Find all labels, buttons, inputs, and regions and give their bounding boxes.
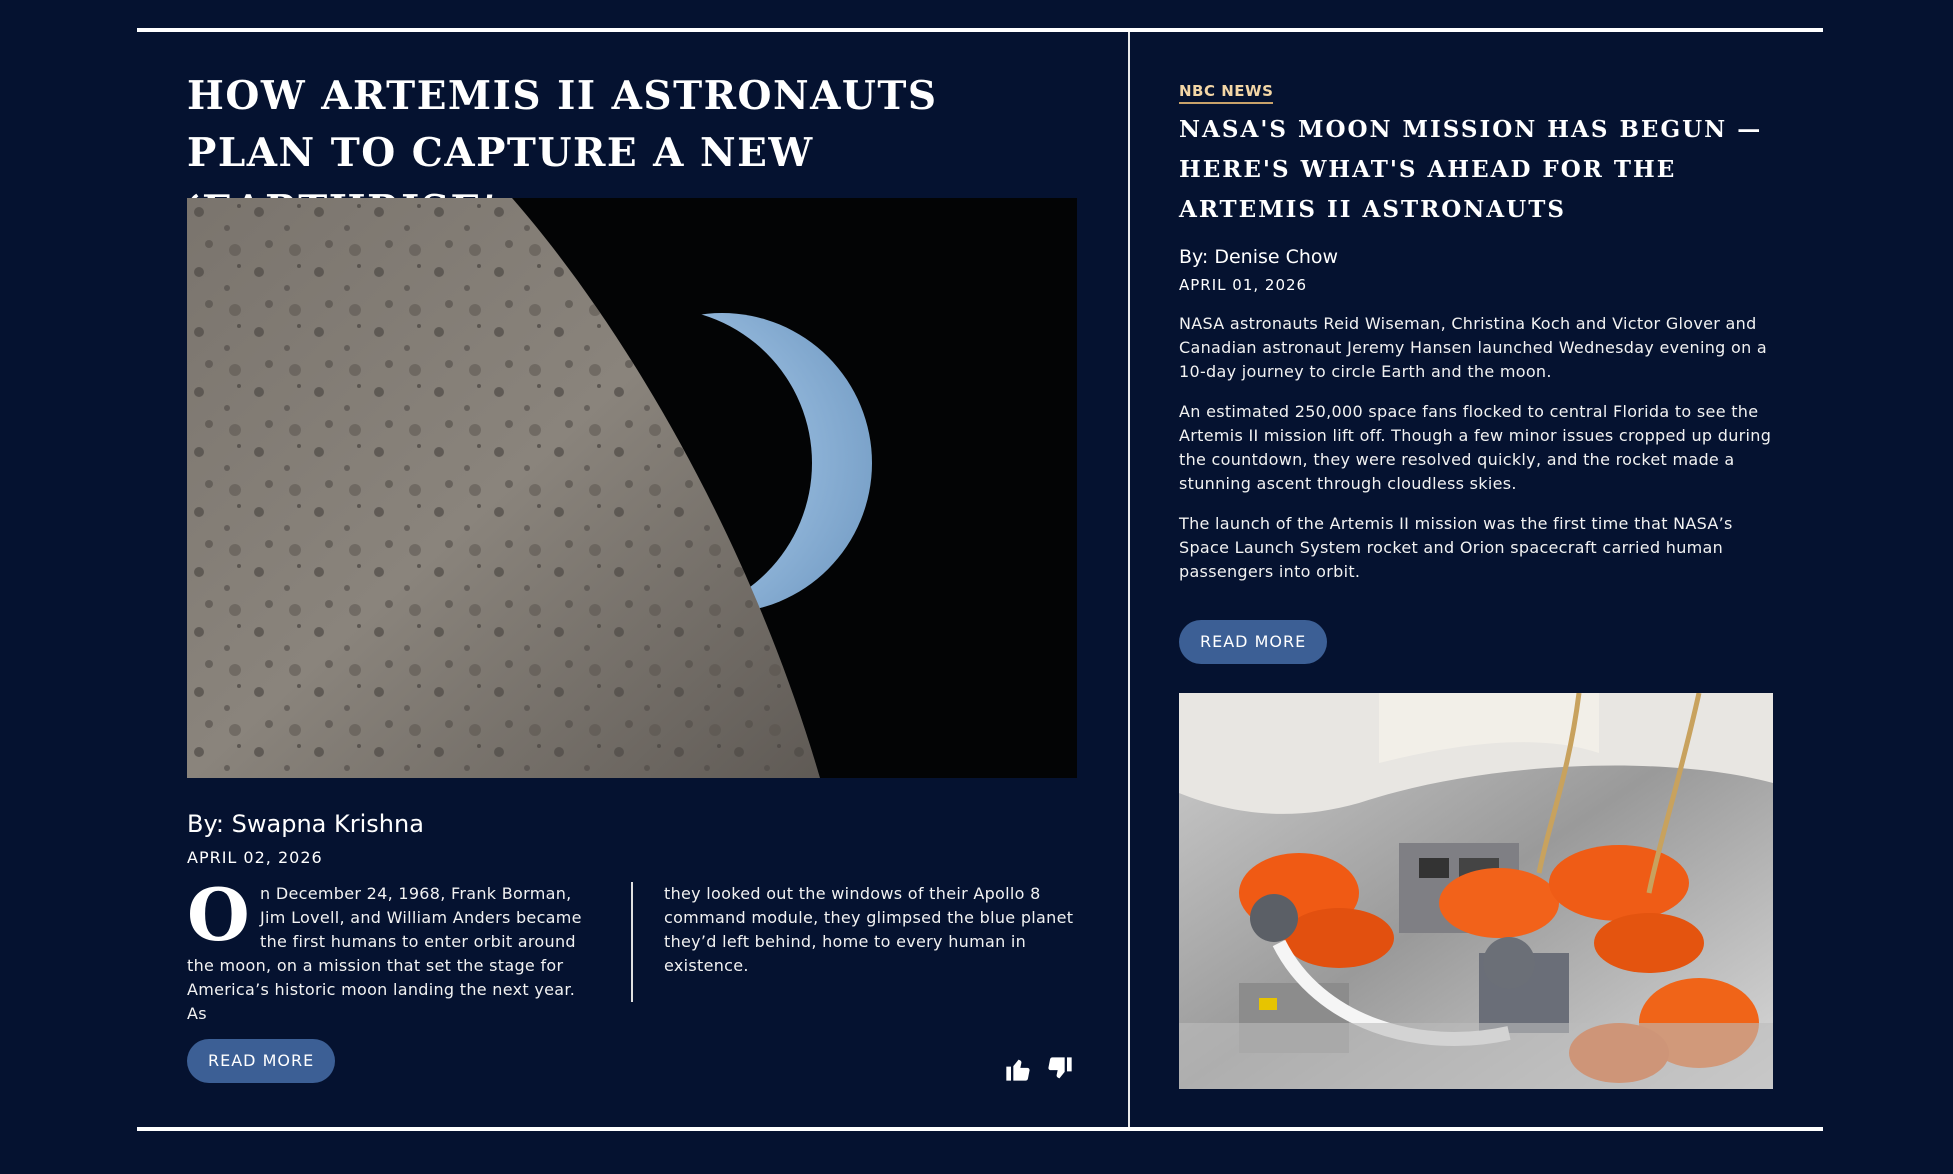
- thumbs-down-icon[interactable]: [1046, 1055, 1074, 1083]
- main-byline: By: Swapna Krishna: [187, 810, 424, 838]
- body-column-separator: [631, 882, 633, 1002]
- main-date: APRIL 02, 2026: [187, 848, 323, 867]
- side-paragraph-3: The launch of the Artemis II mission was the first time that NASA’s Space Launch System rocket and Orion spacecraft carried human passengers into orbit.: [1179, 514, 1733, 581]
- main-body: [187, 872, 1077, 1023]
- body-text-left: n December 24, 1968, Frank Borman, Jim Lovell, and William Anders became the first humans to enter orbit around the moon, on a mission that set the stage for America’s historic moon landing the next year. As: [187, 884, 582, 1023]
- side-read-more-button[interactable]: READ MORE: [1179, 620, 1327, 664]
- side-paragraph-2: An estimated 250,000 space fans flocked to central Florida to see the Artemis II mission lift off. Though a few minor issues cropped up during the countdown, they were resolved quickly, and the rocket made a stunning ascent through cloudless skies.: [1179, 402, 1772, 493]
- hero-image-moon-earthrise: [187, 198, 1077, 778]
- main-headline[interactable]: HOW ARTEMIS II ASTRONAUTS PLAN TO CAPTURE A NEW: [187, 73, 938, 176]
- body-column-left: [187, 872, 597, 1026]
- bottom-rule: [137, 1127, 1823, 1131]
- side-byline: By: Denise Chow: [1179, 246, 1339, 268]
- thumbs-up-icon[interactable]: [1004, 1055, 1032, 1083]
- source-label[interactable]: NBC NEWS: [1179, 82, 1273, 104]
- main-read-more-button[interactable]: READ MORE: [187, 1039, 335, 1083]
- side-headline[interactable]: NASA'S MOON MISSION HAS BEGUN — HERE'S WHAT'S AHEAD FOR THE ARTEMIS II ASTRONAUTS: [1179, 116, 1763, 223]
- side-date: APRIL 01, 2026: [1179, 276, 1308, 294]
- moon-earthrise-illustration: [187, 198, 1077, 778]
- body-text-right: they looked out the windows of their Apollo 8 command module, they glimpsed the blue planet they’d left behind, home to every human in existence.: [664, 884, 1074, 975]
- capsule-interior-illustration: [1179, 693, 1773, 1089]
- side-paragraph-1: NASA astronauts Reid Wiseman, Christina Koch and Victor Glover and Canadian astronaut Jeremy Hansen launched Wednesday evening on a 10-day journey to circle Earth and the moon.: [1179, 314, 1768, 381]
- top-rule: [137, 28, 1823, 32]
- column-divider: [1128, 32, 1130, 1127]
- drop-cap: O: [187, 872, 251, 957]
- astronauts-capsule-image: [1179, 693, 1773, 1089]
